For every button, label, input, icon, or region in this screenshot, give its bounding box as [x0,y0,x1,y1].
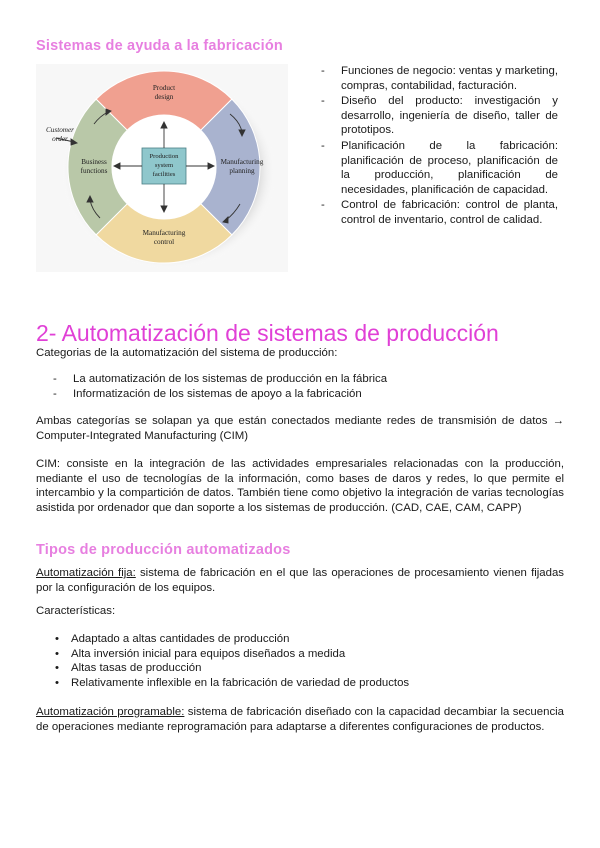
label-production-facilities-3: facilities [152,171,176,178]
manufacturing-systems-diagram [36,64,288,272]
label-manufacturing-planning-2: planning [229,167,255,175]
cim-definition-paragraph: CIM: consiste en la integración de las actividades empresariales relacionadas con la producción, mediante el uso de tecnologías de la información, como bases de daros y redes, lo que permite el intercambio y la compartición de datos. También tiene como objetivo la integración de varias tecnologías asistida por ordenador que dan soporte a los sistemas de producción. (CAD, CAE, CAM, CAPP) [36,458,564,514]
label-business-functions-2: functions [80,167,108,175]
section-heading-automation: 2- Automatización de sistemas de producción [36,320,499,346]
section-heading-automated-production-types: Tipos de producción automatizados [36,542,291,558]
programmable-automation-term: Automatización programable: [36,706,185,718]
list-item: • Altas tasas de producción [55,662,202,675]
automation-categories-list [53,372,553,401]
label-production-facilities-2: system [154,162,174,169]
manufacturing-support-list [321,64,558,229]
label-production-facilities-1: Production [149,153,179,160]
list-item: - Funciones de negocio: ventas y marketing, compras, contabilidad, facturación. [321,65,558,92]
label-business-functions-1: Business [81,158,107,166]
list-item: - Informatización de los sistemas de apoyo a la fabricación [53,387,362,400]
label-customer-order-1: Customer [46,126,74,134]
list-item: - Diseño del producto: investigación y desarrollo, ingeniería de diseño, taller de prototipos. [321,95,558,137]
list-item: - La automatización de los sistemas de producción en la fábrica [53,373,388,385]
programmable-automation-paragraph: Automatización programable: sistema de fabricación diseñado con la capacidad decambiar la secuencia de operaciones mediante reprogramación para adaptarse a diferentes configuraciones de productos. [36,706,565,733]
list-item: • Relativamente inflexible en la fabricación de variedad de productos [55,676,410,689]
fixed-automation-term: Automatización fija: [36,567,136,579]
label-manufacturing-control-1: Manufacturing [142,229,186,237]
label-customer-order-2: order [52,135,68,143]
section-heading-manufacturing-support: Sistemas de ayuda a la fabricación [36,38,283,54]
list-item: - Control de fabricación: control de planta, control de inventario, control de calidad. [321,199,558,226]
list-item: • Alta inversión inicial para equipos diseñados a medida [55,647,346,660]
fixed-automation-paragraph: Automatización fija: sistema de fabricación en el que las operaciones de procesamiento vienen fijadas por la configuración de los equipos. [36,567,564,594]
label-product-design-2: design [154,93,174,101]
cim-overlap-paragraph: Ambas categorías se solapan ya que están conectados mediante redes de transmisión de datos → Computer-Integrated Manufacturing (CIM) [36,415,564,442]
label-manufacturing-control-2: control [153,238,175,246]
label-manufacturing-planning-1: Manufacturing [220,158,264,166]
automation-categories-intro: Categorias de la automatización del sistema de producción: [36,347,338,359]
list-item: - Planificación de la fabricación: planificación de proceso, planificación de la producción, planificación de necesidades, planificación de capacidad. [321,139,558,196]
list-item: • Adaptado a altas cantidades de producción [55,633,290,645]
characteristics-label: Características: [36,605,116,617]
label-product-design-1: Product [152,84,176,92]
characteristics-list [36,632,556,690]
